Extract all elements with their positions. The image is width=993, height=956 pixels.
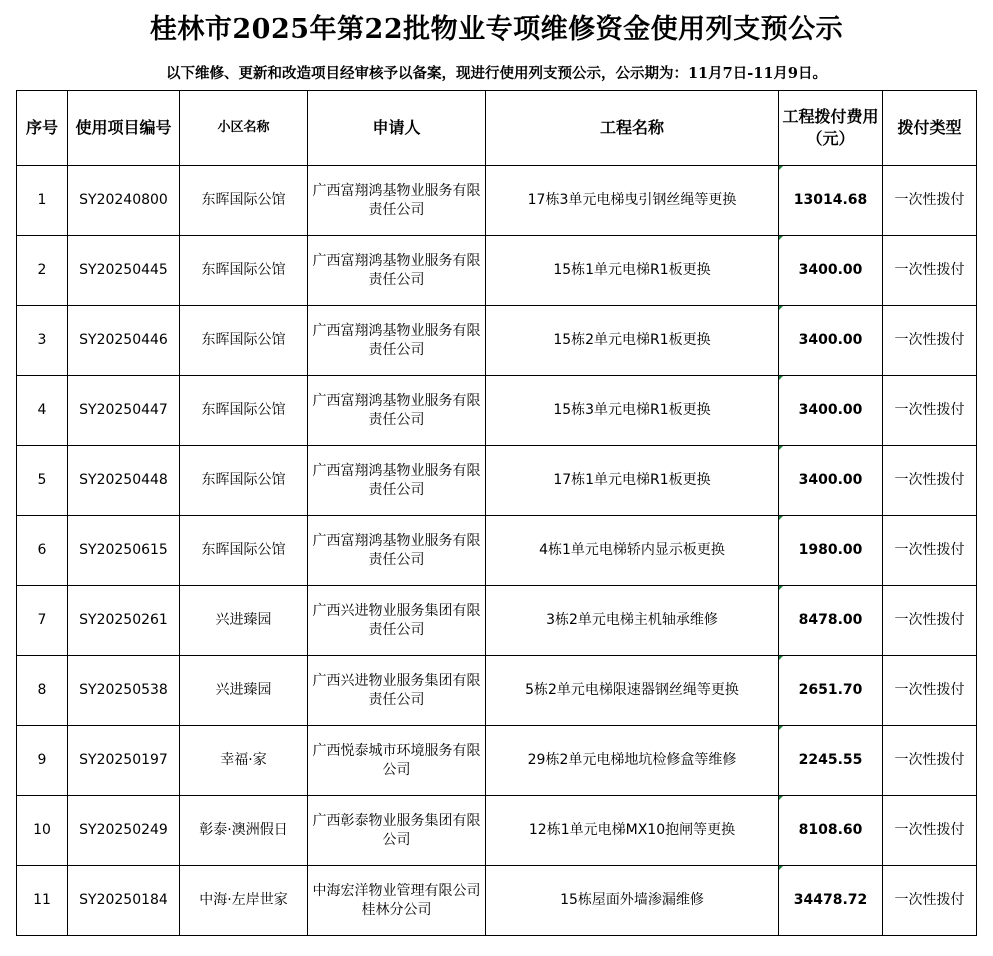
cell-code: SY20250445 [68,236,180,306]
header-community: 小区名称 [180,91,308,166]
cell-community: 兴进臻园 [180,656,308,726]
cell-applicant: 广西富翔鸿基物业服务有限责任公司 [308,236,486,306]
cell-seq: 4 [17,376,68,446]
cell-marker [779,586,783,590]
cell-project: 5栋2单元电梯限速器钢丝绳等更换 [486,656,779,726]
cell-project: 17栋1单元电梯R1板更换 [486,446,779,516]
header-project: 工程名称 [486,91,779,166]
header-row [17,91,977,166]
cell-applicant: 广西悦泰城市环境服务有限公司 [308,726,486,796]
table-row [17,866,977,936]
amount-value: 1980.00 [798,542,863,558]
amount-value: 3400.00 [798,332,863,348]
cell-project: 29栋2单元电梯地坑检修盒等维修 [486,726,779,796]
cell-marker [779,236,783,240]
cell-community: 幸福·家 [180,726,308,796]
cell-code: SY20250249 [68,796,180,866]
cell-seq: 6 [17,516,68,586]
cell-project: 15栋3单元电梯R1板更换 [486,376,779,446]
cell-project: 15栋2单元电梯R1板更换 [486,306,779,376]
cell-pay-type: 一次性拨付 [883,866,977,936]
cell-seq: 10 [17,796,68,866]
cell-code: SY20250448 [68,446,180,516]
cell-marker [779,866,783,870]
amount-value: 3400.00 [798,402,863,418]
amount-value: 8108.60 [798,822,863,838]
cell-marker [779,726,783,730]
amount-value: 2651.70 [798,682,863,698]
table-row [17,516,977,586]
cell-applicant: 广西富翔鸿基物业服务有限责任公司 [308,516,486,586]
cell-project: 17栋3单元电梯曳引钢丝绳等更换 [486,166,779,236]
cell-applicant: 广西兴进物业服务集团有限责任公司 [308,656,486,726]
cell-marker [779,166,783,170]
cell-applicant: 中海宏洋物业管理有限公司桂林分公司 [308,866,486,936]
cell-pay-type: 一次性拨付 [883,376,977,446]
header-amount: 工程拨付费用（元） [779,91,883,166]
cell-applicant: 广西兴进物业服务集团有限责任公司 [308,586,486,656]
cell-amount [779,656,883,726]
amount-value: 8478.00 [798,612,863,628]
cell-marker [779,446,783,450]
cell-code: SY20250261 [68,586,180,656]
cell-seq: 8 [17,656,68,726]
cell-applicant: 广西富翔鸿基物业服务有限责任公司 [308,376,486,446]
cell-pay-type: 一次性拨付 [883,236,977,306]
page-title: 桂林市2025年第22批物业专项维修资金使用列支预公示 [149,14,844,45]
amount-value: 3400.00 [798,472,863,488]
table-row [17,656,977,726]
amount-value: 13014.68 [793,192,868,208]
cell-seq: 1 [17,166,68,236]
table-row [17,306,977,376]
cell-applicant: 广西富翔鸿基物业服务有限责任公司 [308,306,486,376]
cell-amount [779,446,883,516]
cell-marker [779,516,783,520]
cell-code: SY20250615 [68,516,180,586]
cell-code: SY20250538 [68,656,180,726]
table-row [17,376,977,446]
cell-pay-type: 一次性拨付 [883,656,977,726]
cell-amount [779,726,883,796]
notice-subtitle: 以下维修、更新和改造项目经审核予以备案，现进行使用列支预公示，公示期为：11月7日-11月9日。 [165,65,828,82]
table-row [17,446,977,516]
cell-code: SY20250184 [68,866,180,936]
header-code: 使用项目编号 [68,91,180,166]
amount-value: 3400.00 [798,262,863,278]
cell-community: 东晖国际公馆 [180,446,308,516]
cell-community: 东晖国际公馆 [180,376,308,446]
header-pay-type: 拨付类型 [883,91,977,166]
cell-community: 中海·左岸世家 [180,866,308,936]
cell-amount [779,796,883,866]
cell-project: 15栋1单元电梯R1板更换 [486,236,779,306]
cell-amount [779,166,883,236]
table-row [17,586,977,656]
cell-seq: 9 [17,726,68,796]
cell-code: SY20240800 [68,166,180,236]
table-row [17,236,977,306]
cell-seq: 7 [17,586,68,656]
cell-project: 3栋2单元电梯主机轴承维修 [486,586,779,656]
table-row [17,166,977,236]
cell-marker [779,796,783,800]
cell-amount [779,376,883,446]
cell-marker [779,656,783,660]
header-applicant: 申请人 [308,91,486,166]
disbursement-table [16,90,977,936]
cell-community: 彰泰·澳洲假日 [180,796,308,866]
cell-community: 东晖国际公馆 [180,236,308,306]
table-row [17,726,977,796]
cell-amount [779,516,883,586]
header-seq: 序号 [17,91,68,166]
cell-marker [779,376,783,380]
table-row [17,796,977,866]
cell-amount [779,866,883,936]
amount-value: 2245.55 [798,752,863,768]
cell-amount [779,306,883,376]
cell-amount [779,586,883,656]
cell-project: 12栋1单元电梯MX10抱闸等更换 [486,796,779,866]
cell-pay-type: 一次性拨付 [883,516,977,586]
cell-project: 4栋1单元电梯轿内显示板更换 [486,516,779,586]
cell-seq: 5 [17,446,68,516]
cell-community: 东晖国际公馆 [180,306,308,376]
cell-marker [779,306,783,310]
amount-value: 34478.72 [793,892,868,908]
cell-code: SY20250197 [68,726,180,796]
cell-applicant: 广西富翔鸿基物业服务有限责任公司 [308,166,486,236]
cell-seq: 3 [17,306,68,376]
cell-pay-type: 一次性拨付 [883,796,977,866]
cell-code: SY20250447 [68,376,180,446]
cell-pay-type: 一次性拨付 [883,586,977,656]
cell-community: 兴进臻园 [180,586,308,656]
cell-pay-type: 一次性拨付 [883,166,977,236]
cell-pay-type: 一次性拨付 [883,446,977,516]
cell-applicant: 广西富翔鸿基物业服务有限责任公司 [308,446,486,516]
cell-pay-type: 一次性拨付 [883,306,977,376]
cell-code: SY20250446 [68,306,180,376]
cell-project: 15栋屋面外墙渗漏维修 [486,866,779,936]
cell-community: 东晖国际公馆 [180,516,308,586]
cell-community: 东晖国际公馆 [180,166,308,236]
cell-seq: 11 [17,866,68,936]
cell-seq: 2 [17,236,68,306]
cell-amount [779,236,883,306]
cell-pay-type: 一次性拨付 [883,726,977,796]
cell-applicant: 广西彰泰物业服务集团有限公司 [308,796,486,866]
